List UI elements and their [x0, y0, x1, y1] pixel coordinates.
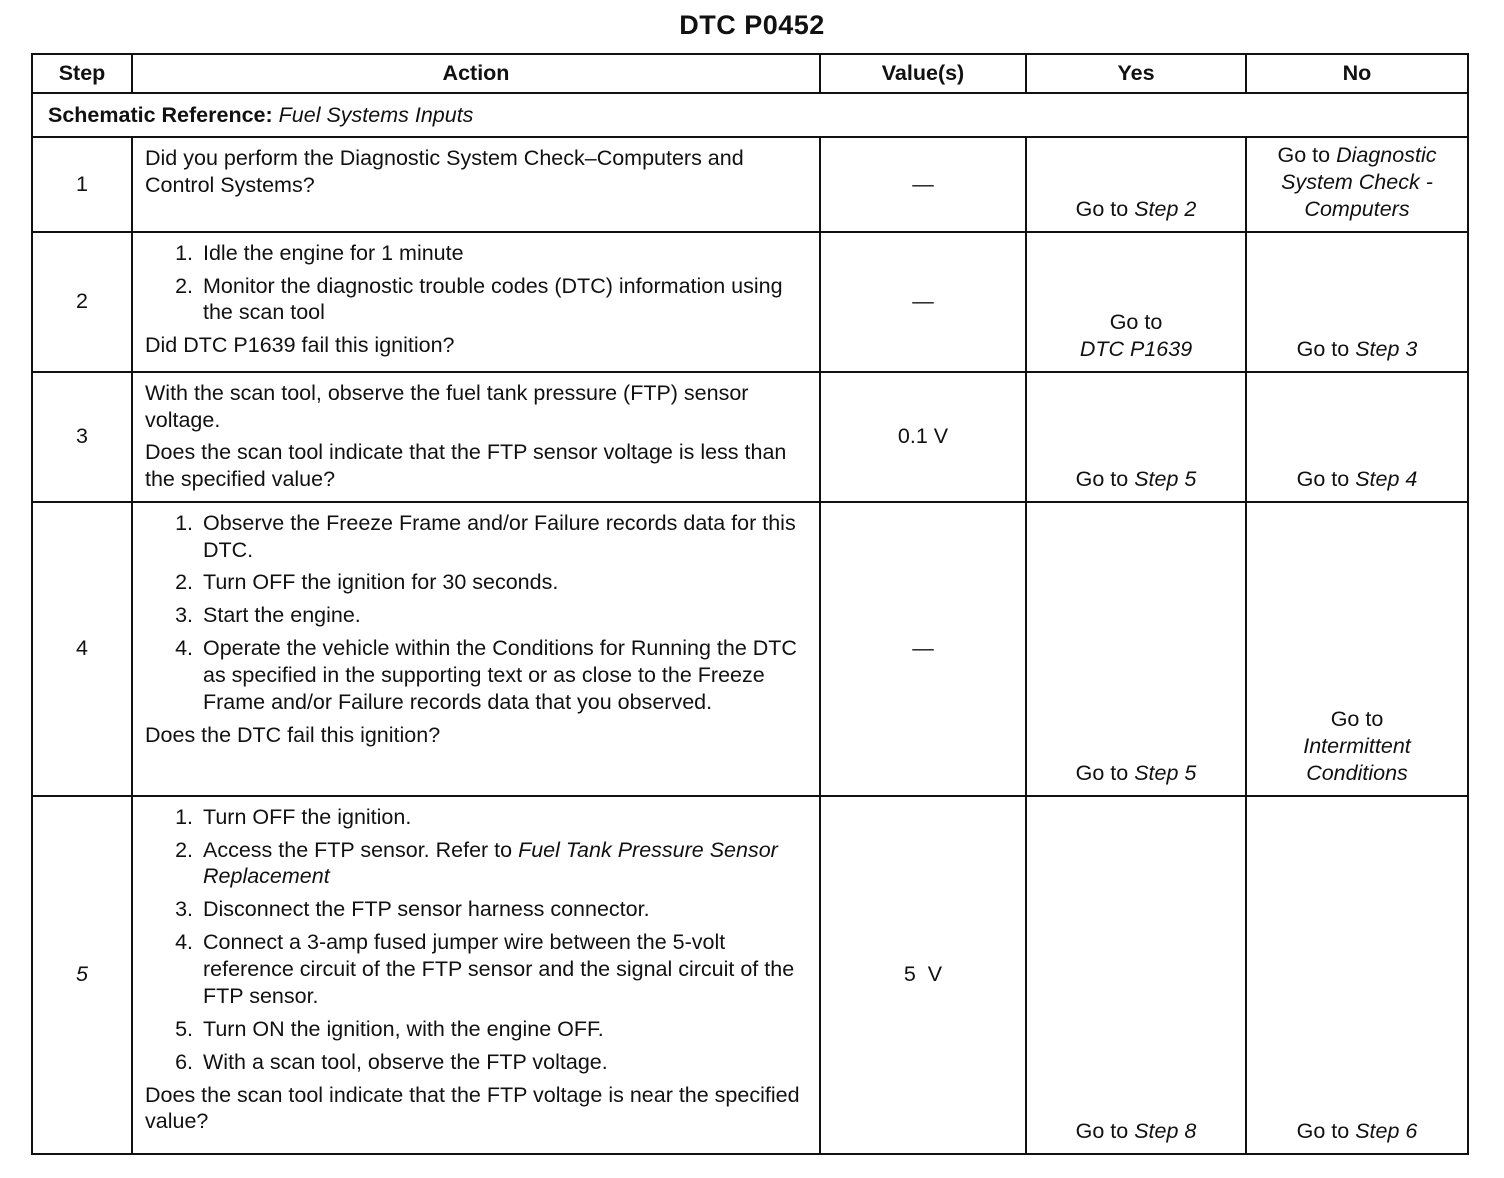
no-link[interactable]: Step 4	[1355, 466, 1418, 491]
yes-link[interactable]: DTC P1639	[1079, 336, 1193, 361]
value-cell: —	[820, 232, 1026, 372]
action-question: Does the scan tool indicate that the FTP sensor voltage is less than the specified value?	[145, 440, 787, 492]
header-values: Value(s)	[820, 54, 1026, 93]
page-title: DTC P0452	[679, 10, 825, 40]
yes-link[interactable]: Step 5	[1134, 760, 1197, 785]
action-list	[145, 510, 807, 716]
action-question: Does the scan tool indicate that the FTP voltage is near the specified value?	[145, 1082, 800, 1134]
no-prefix: Go to	[1296, 1118, 1350, 1143]
no-cell	[1246, 796, 1468, 1154]
table-row	[32, 796, 1468, 1154]
yes-prefix: Go to	[1075, 196, 1129, 221]
yes-prefix: Go to	[1109, 309, 1163, 334]
no-cell	[1246, 502, 1468, 796]
action-text: With the scan tool, observe the fuel tank pressure (FTP) sensor voltage.	[145, 380, 749, 432]
action-cell	[132, 232, 820, 372]
no-cell	[1246, 372, 1468, 502]
action-question: Did DTC P1639 fail this ignition?	[145, 333, 455, 358]
list-item: 4. Operate the vehicle within the Conditions for Running the DTC as specified in the supporting text or as close to the Freeze Frame and/or Failure records data that you observed.	[175, 636, 797, 714]
action-list	[145, 804, 807, 1076]
list-item: 2. Monitor the diagnostic trouble codes (DTC) information using the scan tool	[175, 273, 783, 325]
list-item: 2. Turn OFF the ignition for 30 seconds.	[175, 570, 559, 595]
list-item: 6. With a scan tool, observe the FTP voltage.	[175, 1049, 608, 1074]
no-link[interactable]: Diagnostic System Check - Computers	[1281, 143, 1437, 221]
value-cell: —	[820, 137, 1026, 232]
list-item: 1. Observe the Freeze Frame and/or Failure records data for this DTC.	[175, 510, 796, 562]
action-cell	[132, 502, 820, 796]
header-no: No	[1246, 54, 1468, 93]
list-item: 5. Turn ON the ignition, with the engine OFF.	[175, 1016, 604, 1041]
header-step: Step	[32, 54, 132, 93]
yes-prefix: Go to	[1075, 1118, 1129, 1143]
yes-link[interactable]: Step 8	[1134, 1118, 1197, 1143]
yes-link[interactable]: Step 5	[1134, 466, 1197, 491]
yes-prefix: Go to	[1075, 760, 1129, 785]
step-number: 5	[32, 796, 132, 1154]
step-number: 4	[32, 502, 132, 796]
action-text: Did you perform the Diagnostic System Check–Computers and Control Systems?	[145, 146, 744, 197]
no-prefix: Go to	[1277, 143, 1331, 167]
step-number: 2	[32, 232, 132, 372]
action-list	[145, 240, 807, 327]
yes-cell	[1026, 796, 1246, 1154]
action-cell	[132, 137, 820, 232]
no-link[interactable]: Step 6	[1355, 1118, 1418, 1143]
list-item: 3. Start the engine.	[175, 603, 361, 628]
reference-link[interactable]: Fuel Tank Pressure Sensor Replacement	[203, 837, 778, 889]
no-cell	[1246, 232, 1468, 372]
schematic-link[interactable]: Fuel Systems Inputs	[278, 102, 474, 127]
header-action: Action	[132, 54, 820, 93]
no-prefix: Go to	[1330, 707, 1384, 731]
yes-cell	[1026, 232, 1246, 372]
no-link[interactable]: Intermittent Conditions	[1303, 733, 1411, 785]
yes-cell	[1026, 137, 1246, 232]
list-item: 1. Idle the engine for 1 minute	[175, 240, 464, 265]
yes-prefix: Go to	[1075, 466, 1129, 491]
value-cell: 5 V	[820, 796, 1026, 1154]
no-prefix: Go to	[1296, 336, 1350, 361]
action-cell	[132, 372, 820, 502]
list-item: 1. Turn OFF the ignition.	[175, 804, 412, 829]
header-row	[32, 54, 1468, 93]
table-row	[32, 502, 1468, 796]
list-item: 3. Disconnect the FTP sensor harness connector.	[175, 897, 650, 922]
schematic-reference	[32, 93, 1468, 137]
action-cell	[132, 796, 820, 1154]
no-cell	[1246, 137, 1468, 232]
schematic-row	[32, 93, 1468, 137]
list-item: 2. Access the FTP sensor. Refer to Fuel Tank Pressure Sensor Replacement	[175, 837, 778, 889]
step-number: 3	[32, 372, 132, 502]
table-row	[32, 372, 1468, 502]
action-question: Does the DTC fail this ignition?	[145, 722, 441, 747]
yes-cell	[1026, 502, 1246, 796]
schematic-label: Schematic Reference:	[48, 102, 273, 127]
table-row	[32, 137, 1468, 232]
value-cell: —	[820, 502, 1026, 796]
table-row	[32, 232, 1468, 372]
no-prefix: Go to	[1296, 466, 1350, 491]
yes-cell	[1026, 372, 1246, 502]
step-number: 1	[32, 137, 132, 232]
header-yes: Yes	[1026, 54, 1246, 93]
dtc-table	[31, 53, 1469, 1155]
list-item: 4. Connect a 3-amp fused jumper wire between the 5-volt reference circuit of the FTP sensor and the signal circuit of the FTP sensor.	[175, 930, 795, 1008]
yes-link[interactable]: Step 2	[1134, 196, 1197, 221]
value-cell: 0.1 V	[820, 372, 1026, 502]
no-link[interactable]: Step 3	[1355, 336, 1418, 361]
